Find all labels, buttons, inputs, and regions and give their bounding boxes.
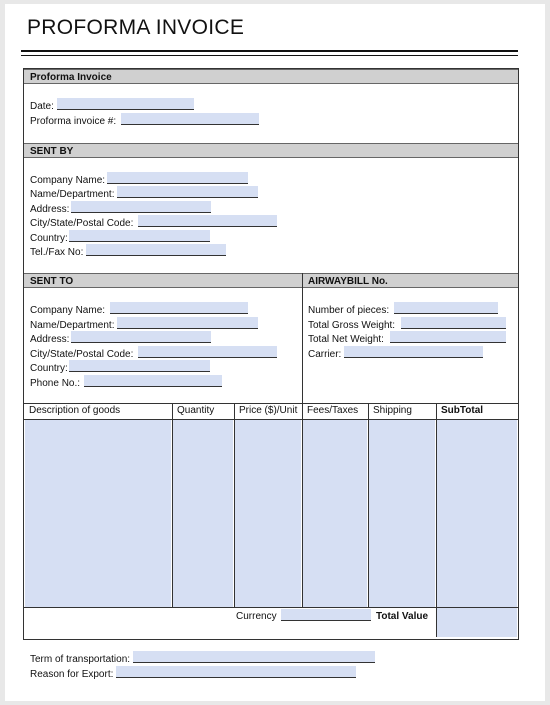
page-title: PROFORMA INVOICE bbox=[27, 16, 245, 39]
sender-name-dept-field[interactable] bbox=[117, 186, 258, 198]
total-value-field[interactable] bbox=[437, 608, 517, 637]
transport-label: Term of transportation: bbox=[30, 654, 131, 665]
subtotal-cell[interactable] bbox=[437, 420, 517, 607]
shipping-cell[interactable] bbox=[369, 420, 435, 607]
sender-country-label: Country: bbox=[30, 233, 68, 244]
sender-company-label: Company Name: bbox=[30, 175, 106, 186]
pieces-label: Number of pieces: bbox=[308, 305, 390, 316]
gross-weight-field[interactable] bbox=[401, 317, 506, 329]
description-cell[interactable] bbox=[25, 420, 171, 607]
sent-to-section-header: SENT TO bbox=[24, 273, 518, 288]
currency-label: Currency bbox=[236, 611, 277, 622]
proforma-number-label: Proforma invoice #: bbox=[30, 116, 117, 127]
sender-country-field[interactable] bbox=[69, 230, 210, 242]
sender-tel-label: Tel./Fax No: bbox=[30, 247, 84, 258]
col-divider bbox=[436, 403, 437, 637]
col-header-subtotal: SubTotal bbox=[441, 405, 484, 416]
recipient-country-field[interactable] bbox=[69, 360, 210, 372]
proforma-section-header: Proforma Invoice bbox=[24, 69, 518, 84]
recipient-phone-field[interactable] bbox=[84, 375, 222, 387]
proforma-number-field[interactable] bbox=[121, 113, 259, 125]
reason-field[interactable] bbox=[116, 666, 356, 678]
reason-label: Reason for Export: bbox=[30, 669, 114, 680]
sender-name-dept-label: Name/Department: bbox=[30, 189, 115, 200]
col-header-shipping: Shipping bbox=[373, 405, 412, 416]
sender-tel-field[interactable] bbox=[86, 244, 226, 256]
date-field[interactable] bbox=[57, 98, 194, 110]
recipient-company-field[interactable] bbox=[110, 302, 248, 314]
col-header-price: Price ($)/Unit bbox=[239, 405, 298, 416]
fees-cell[interactable] bbox=[303, 420, 367, 607]
col-divider bbox=[172, 403, 173, 607]
currency-field[interactable] bbox=[281, 609, 371, 621]
transport-field[interactable] bbox=[133, 651, 375, 663]
carrier-field[interactable] bbox=[344, 346, 483, 358]
sender-address-field[interactable] bbox=[71, 201, 211, 213]
col-divider bbox=[368, 403, 369, 607]
recipient-company-label: Company Name: bbox=[30, 305, 106, 316]
recipient-address-label: Address: bbox=[30, 334, 70, 345]
recipient-address-field[interactable] bbox=[71, 331, 211, 343]
col-header-fees: Fees/Taxes bbox=[307, 405, 359, 416]
quantity-cell[interactable] bbox=[173, 420, 233, 607]
total-value-label: Total Value bbox=[376, 611, 429, 622]
sent-by-section-header: SENT BY bbox=[24, 143, 518, 158]
net-weight-field[interactable] bbox=[390, 331, 506, 343]
recipient-phone-label: Phone No.: bbox=[30, 378, 81, 389]
col-header-description: Description of goods bbox=[29, 405, 121, 416]
pieces-field[interactable] bbox=[394, 302, 498, 314]
airwaybill-header: AIRWAYBILL No. bbox=[308, 276, 388, 287]
sender-company-field[interactable] bbox=[107, 172, 248, 184]
title-rule-thin bbox=[21, 55, 518, 56]
recipient-city-label: City/State/Postal Code: bbox=[30, 349, 134, 360]
gross-weight-label: Total Gross Weight: bbox=[308, 320, 396, 331]
recipient-name-dept-field[interactable] bbox=[117, 317, 258, 329]
price-cell[interactable] bbox=[235, 420, 301, 607]
title-rule-thick bbox=[21, 50, 518, 52]
recipient-country-label: Country: bbox=[30, 363, 68, 374]
recipient-city-field[interactable] bbox=[138, 346, 277, 358]
col-header-quantity: Quantity bbox=[177, 405, 215, 416]
carrier-label: Carrier: bbox=[308, 349, 342, 360]
recipient-name-dept-label: Name/Department: bbox=[30, 320, 115, 331]
date-label: Date: bbox=[30, 101, 54, 112]
sender-city-label: City/State/Postal Code: bbox=[30, 218, 134, 229]
col-divider bbox=[234, 403, 235, 607]
sender-city-field[interactable] bbox=[138, 215, 277, 227]
net-weight-label: Total Net Weight: bbox=[308, 334, 384, 345]
sent-to-divider bbox=[302, 273, 303, 403]
sender-address-label: Address: bbox=[30, 204, 70, 215]
col-divider bbox=[302, 403, 303, 607]
